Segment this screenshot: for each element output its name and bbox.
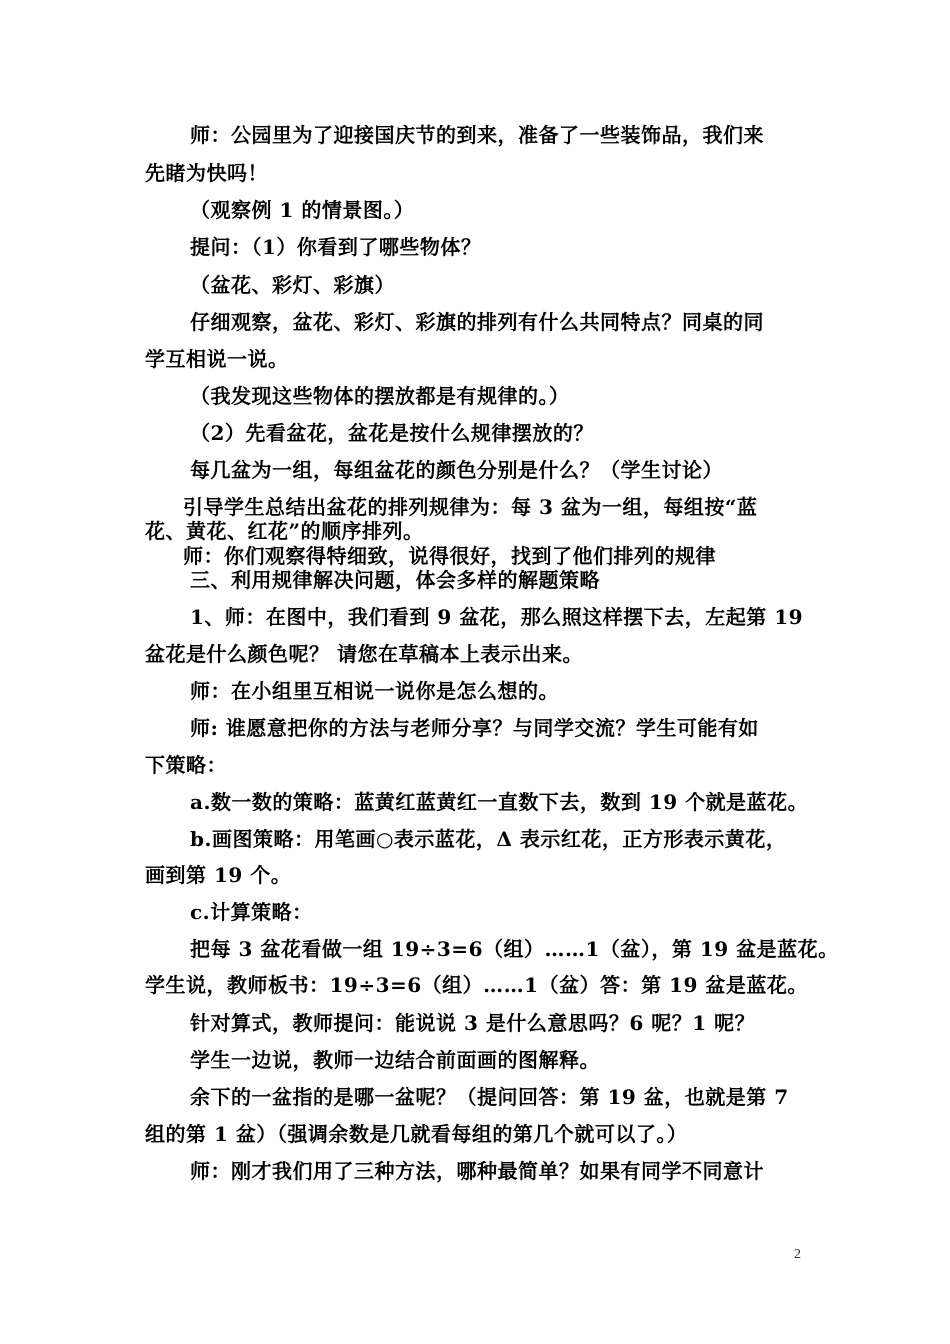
text-line: 先睹为快吗！ <box>145 161 268 185</box>
text-line: 把每 3 盆花看做一组 19÷3=6（组）……1（盆），第 19 盆是蓝花。 <box>190 937 839 961</box>
text-line: 针对算式，教师提问：能说说 3 是什么意思吗？6 呢？1 呢？ <box>190 1011 756 1035</box>
text-line: 师：你们观察得特细致，说得很好，找到了他们排列的规律 <box>183 544 716 568</box>
text-line: （2）先看盆花，盆花是按什么规律摆放的？ <box>190 421 594 445</box>
text-line: 仔细观察，盆花、彩灯、彩旗的排列有什么共同特点？同桌的同 <box>190 310 764 334</box>
text-line: 1、师：在图中，我们看到 9 盆花，那么照这样摆下去，左起第 19 <box>190 605 804 629</box>
text-line: 师: 谁愿意把你的方法与老师分享？与同学交流？学生可能有如 <box>190 716 759 740</box>
text-line: 师：在小组里互相说一说你是怎么想的。 <box>190 679 559 703</box>
text-line: 学生说，教师板书：19÷3=6（组）……1（盆）答：第 19 盆是蓝花。 <box>145 973 808 997</box>
text-line: 学生一边说，教师一边结合前面画的图解释。 <box>190 1048 600 1072</box>
text-line: 引导学生总结出盆花的排列规律为：每 3 盆为一组，每组按“蓝 <box>183 495 758 519</box>
text-line: 师：刚才我们用了三种方法，哪种最简单？如果有同学不同意计 <box>190 1159 764 1183</box>
text-line: b.画图策略：用笔画○表示蓝花，Δ 表示红花，正方形表示黄花， <box>190 827 787 851</box>
page-number: 2 <box>794 1247 801 1262</box>
text-line: （观察例 1 的情景图。） <box>190 198 415 222</box>
text-line: 每几盆为一组，每组盆花的颜色分别是什么？（学生讨论） <box>190 458 723 482</box>
text-line: 花、黄花、红花”的顺序排列。 <box>145 519 424 543</box>
text-line: 盆花是什么颜色呢？ 请您在草稿本上表示出来。 <box>145 642 583 666</box>
text-line: 师：公园里为了迎接国庆节的到来，准备了一些装饰品，我们来 <box>190 123 764 147</box>
text-line: 提问：（1）你看到了哪些物体？ <box>190 235 482 259</box>
text-line: 学互相说一说。 <box>145 347 289 371</box>
text-line: 组的第 1 盆）（强调余数是几就看每组的第几个就可以了。） <box>145 1122 688 1146</box>
text-line: a.数一数的策略：蓝黄红蓝黄红一直数下去，数到 19 个就是蓝花。 <box>190 790 809 814</box>
text-line: 余下的一盆指的是哪一盆呢？（提问回答：第 19 盆，也就是第 7 <box>190 1085 789 1109</box>
text-line: （我发现这些物体的摆放都是有规律的。） <box>190 384 570 408</box>
text-line: 画到第 19 个。 <box>145 863 292 887</box>
text-line: 下策略： <box>145 753 227 777</box>
text-line: （盆花、彩灯、彩旗） <box>190 273 395 297</box>
section-heading: 三、利用规律解决问题，体会多样的解题策略 <box>190 568 600 592</box>
text-line: c.计算策略： <box>190 900 313 924</box>
